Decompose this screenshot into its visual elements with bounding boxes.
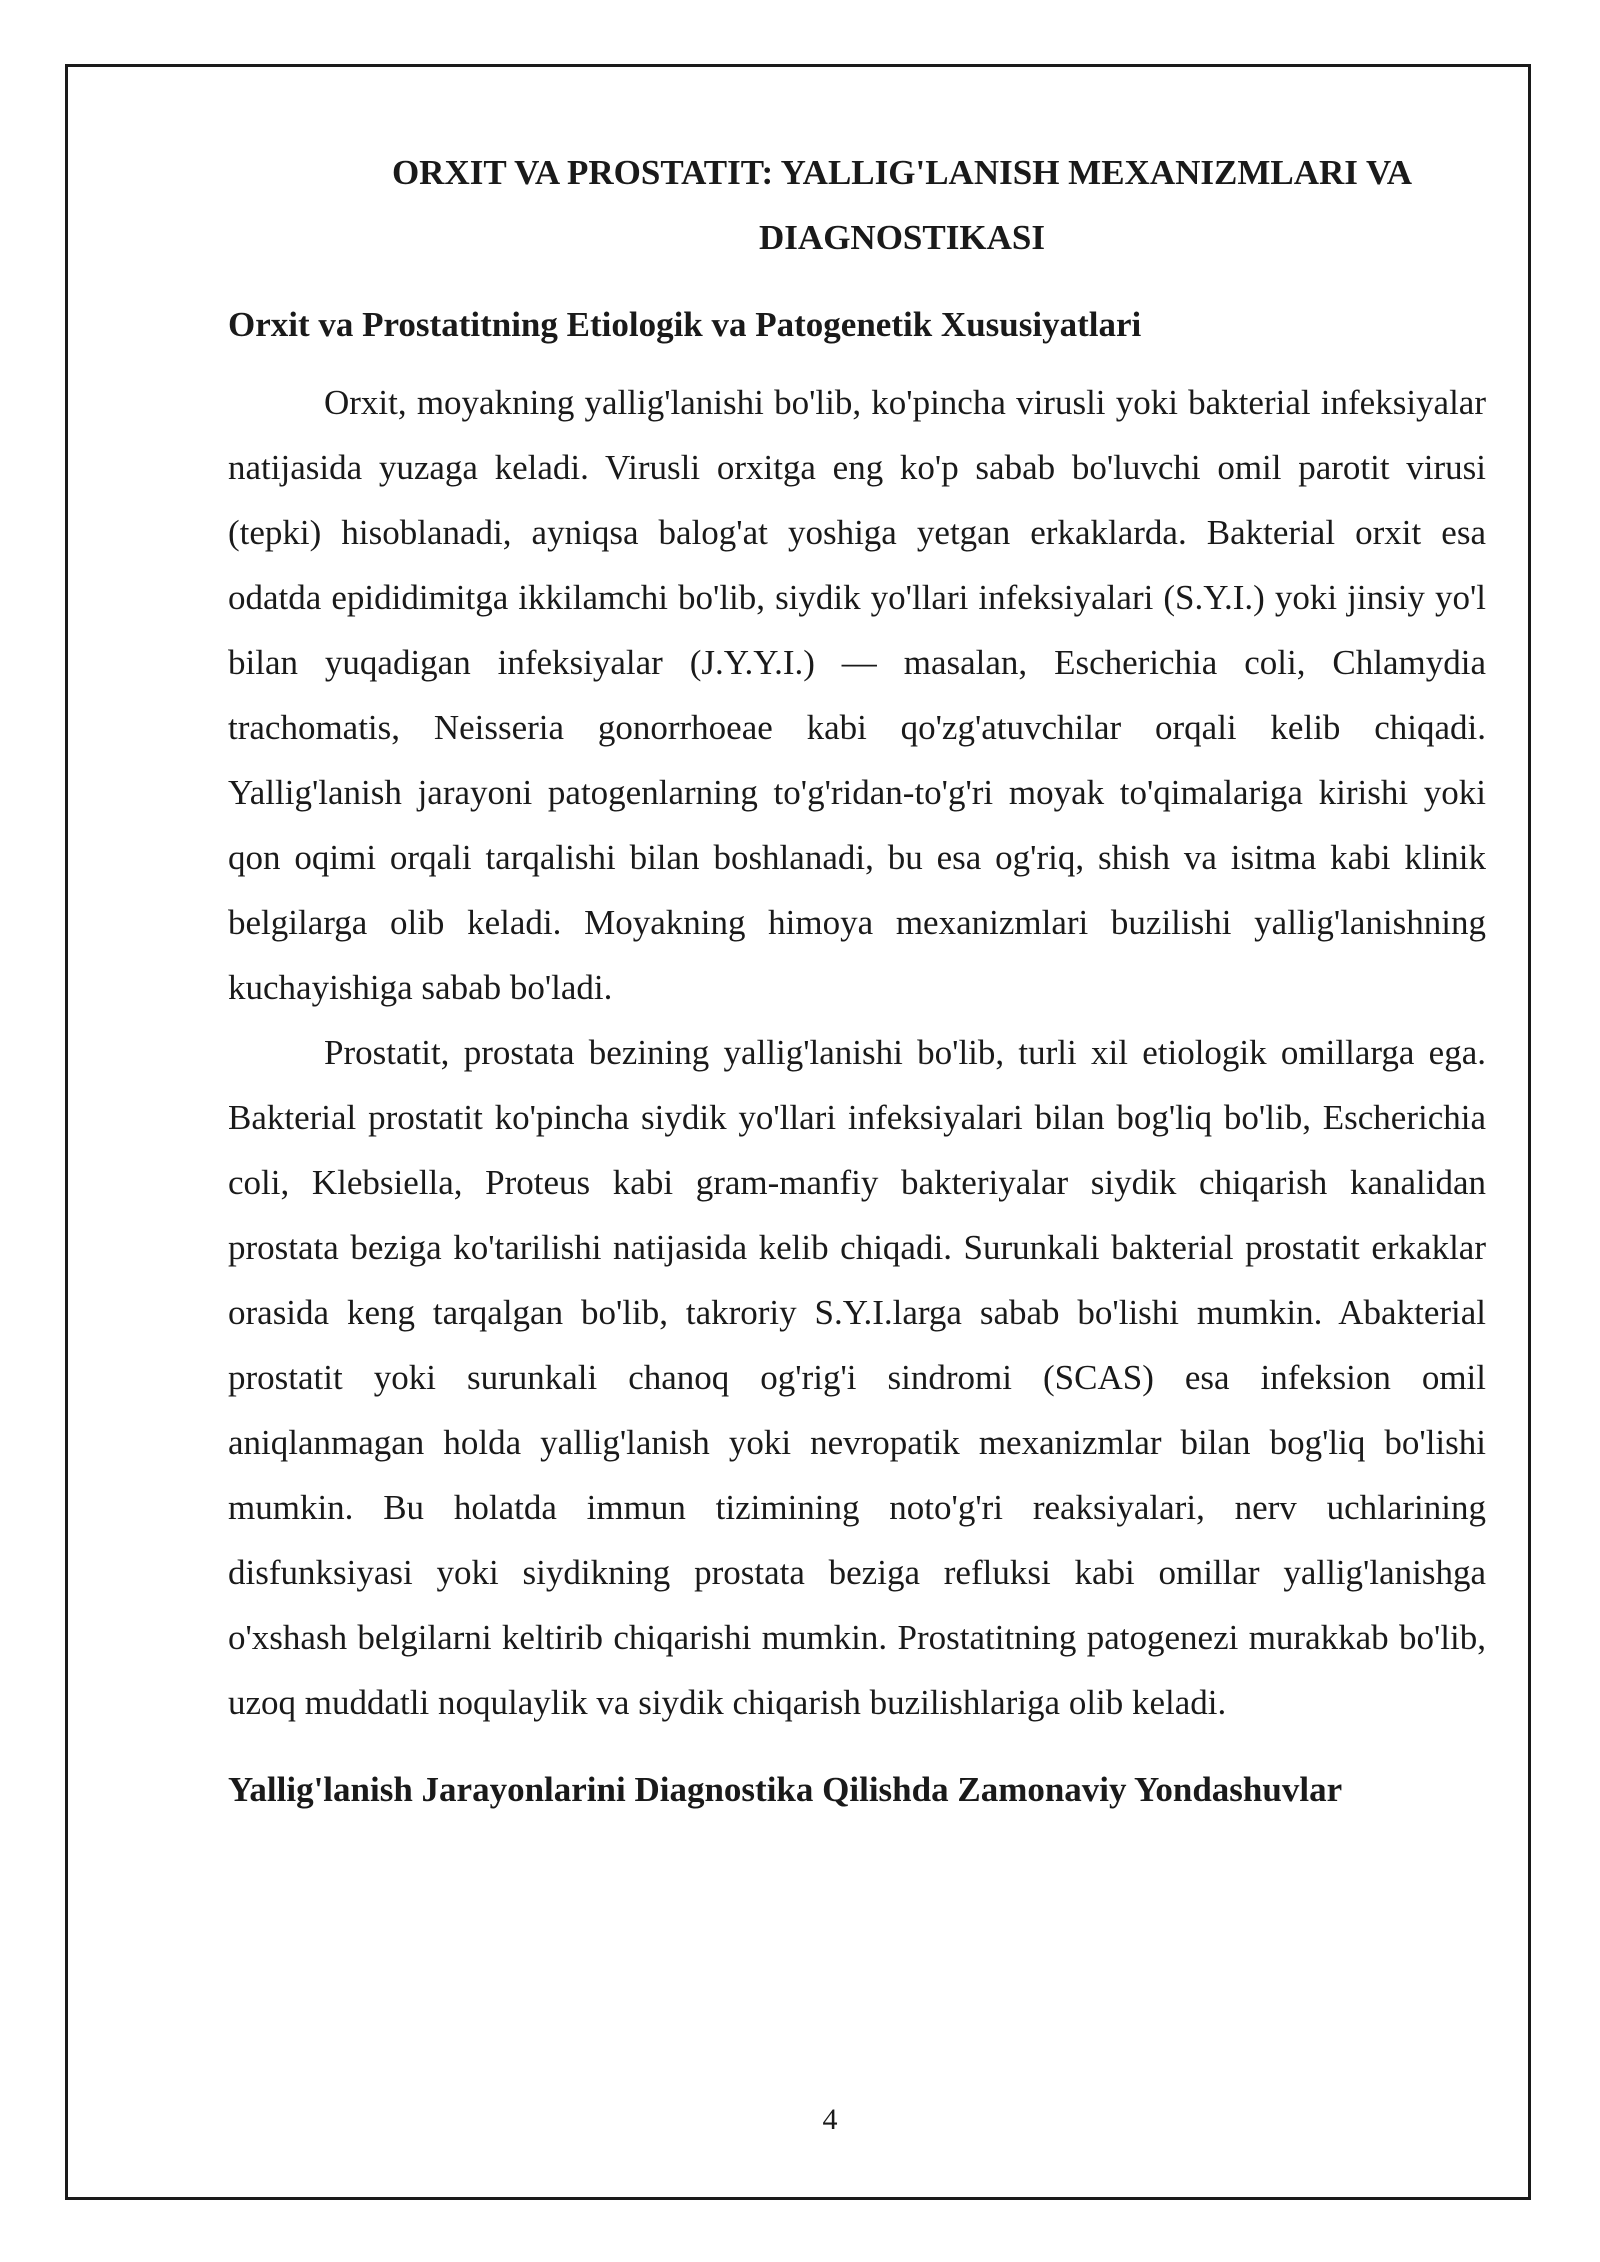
document-title: ORXIT VA PROSTATIT: YALLIG'LANISH MEXANIZMLARI VA DIAGNOSTIKASI bbox=[391, 153, 1413, 257]
section-heading-etiology: Orxit va Prostatitning Etiologik va Patogenetik Xususiyatlari bbox=[228, 305, 1142, 344]
page-number: 4 bbox=[822, 2103, 838, 2136]
section-heading-diagnostics: Yallig'lanish Jarayonlarini Diagnostika Qilishda Zamonaviy Yondashuvlar bbox=[228, 1770, 1343, 1809]
paragraph-prostatitis: Prostatit, prostata bezining yallig'lanishi bo'lib, turli xil etiologik omillarga ega. Bakterial prostatit ko'pincha siydik yo'llari infeksiyalari bilan bog'liq bo'lib, Escherichia coli, Klebsiella, Proteus kabi gram-manfiy bakteriyalar siydik chiqarish kanalidan prostata beziga ko'tarilishi natijasida kelib chiqadi. Surunkali bakterial prostatit erkaklar orasida keng tarqalgan bo'lib, takroriy S.Y.I.larga sabab bo'lishi mumkin. Abakterial prostatit yoki surunkali chanoq og'rig'i sindromi (SCAS) esa infeksion omil aniqlanmagan holda yallig'lanish yoki nevropatik mexanizmlar bilan bog'liq bo'lishi mumkin. Bu holatda immun tizimining noto'g'ri reaksiyalari, nerv uchlarining disfunksiyasi yoki siydikning prostata beziga refluksi kabi omillar yallig'lanishga o'xshash belgilarni keltirib chiqarishi mumkin. Prostatitning patogenezi murakkab bo'lib, uzoq muddatli noqulaylik va siydik chiqarish buzilishlariga olib keladi. bbox=[228, 1033, 1486, 1722]
paragraph-orchitis: Orxit, moyakning yallig'lanishi bo'lib, ko'pincha virusli yoki bakterial infeksiyalar natijasida yuzaga keladi. Virusli orxitga eng ko'p sabab bo'luvchi omil parotit virusi (tepki) hisoblanadi, ayniqsa balog'at yoshiga yetgan erkaklarda. Bakterial orxit esa odatda epididimitga ikkilamchi bo'lib, siydik yo'llari infeksiyalari (S.Y.I.) yoki jinsiy yo'l bilan yuqadigan infeksiyalar (J.Y.Y.I.) — masalan, Escherichia coli, Chlamydia trachomatis, Neisseria gonorrhoeae kabi qo'zg'atuvchilar orqali kelib chiqadi. Yallig'lanish jarayoni patogenlarning to'g'ridan-to'g'ri moyak to'qimalariga kirishi yoki qon oqimi orqali tarqalishi bilan boshlanadi, bu esa og'riq, shish va isitma kabi klinik belgilarga olib keladi. Moyakning himoya mexanizmlari buzilishi yallig'lanishning kuchayishiga sabab bo'ladi. bbox=[228, 383, 1486, 1007]
page-content bbox=[228, 140, 1486, 1815]
